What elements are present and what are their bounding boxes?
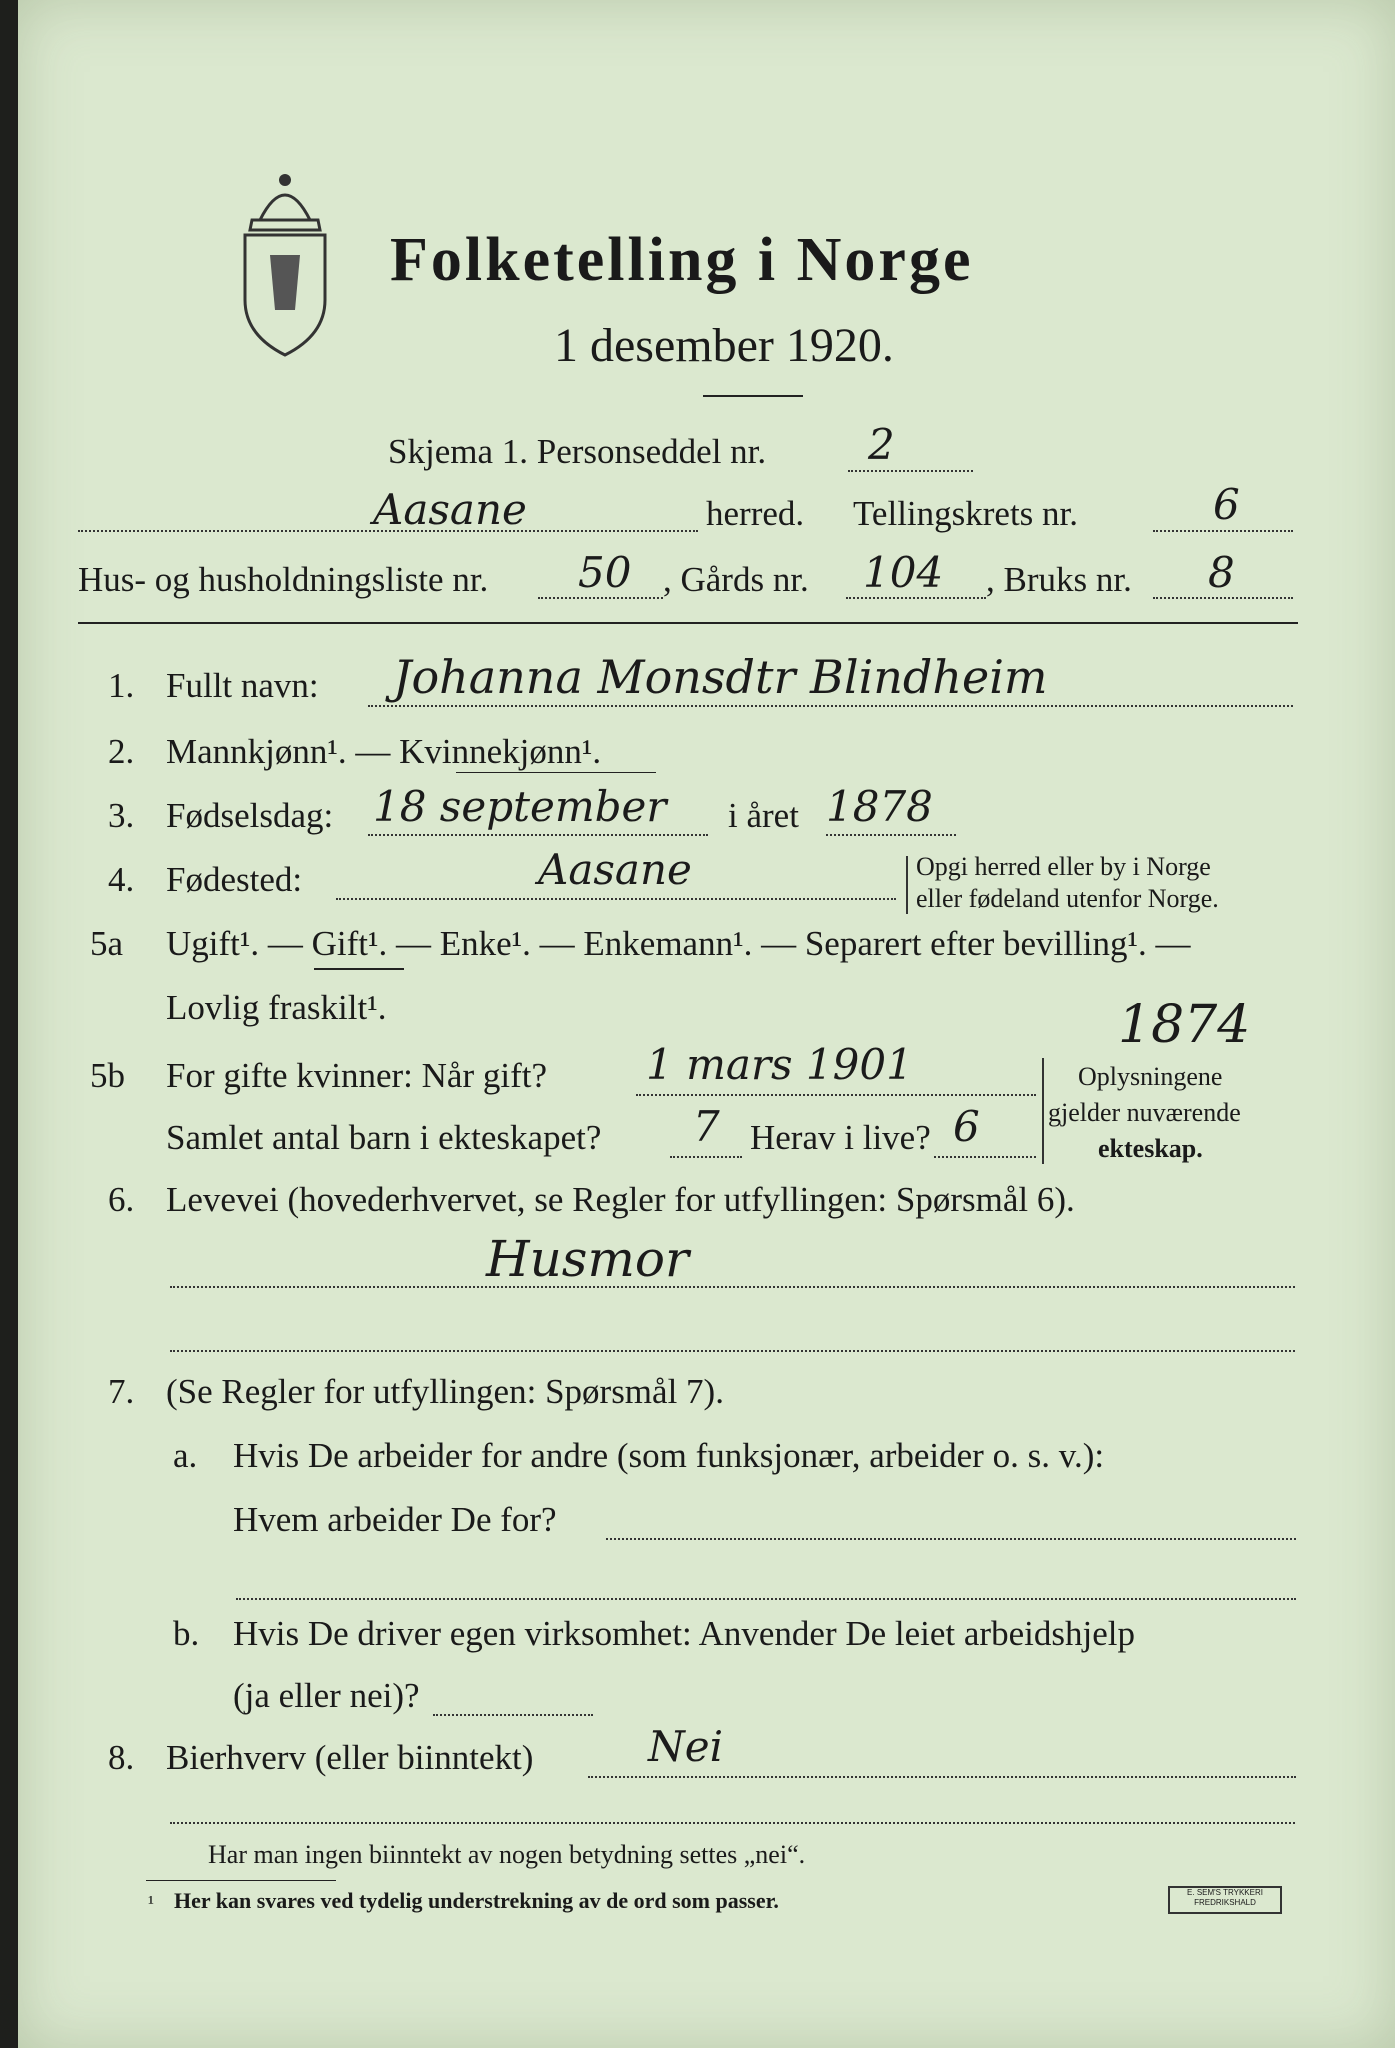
q5b-children-line: [670, 1156, 742, 1158]
birth-year-value: 1878: [826, 782, 933, 831]
q6-number: 6.: [108, 1180, 135, 1219]
marriage-date-value: 1 mars 1901: [646, 1040, 913, 1089]
q7a-line2: Hvem arbeider De for?: [233, 1500, 557, 1539]
gift-underline: [314, 968, 404, 970]
q7b-letter: b.: [173, 1614, 200, 1653]
q3-year-label: i året: [728, 796, 799, 835]
q1-number: 1.: [108, 666, 135, 705]
q4-label: Fødested:: [166, 860, 303, 899]
skjema-label: Skjema 1. Personseddel nr.: [388, 432, 767, 471]
gards-field-line: [846, 597, 986, 599]
personseddel-field-line: [848, 470, 973, 472]
q3-date-line: [368, 834, 708, 836]
q5b-brace: [1042, 1058, 1044, 1164]
q4-note-line1: Opgi herred eller by i Norge: [916, 852, 1211, 881]
q7a-field-line2: [236, 1598, 1296, 1600]
nei-instruction: Har man ingen biinntekt av nogen betydning settes „nei“.: [208, 1840, 806, 1869]
kvinnekjonn-underline: [456, 772, 656, 773]
q3-year-line: [826, 834, 956, 836]
q7b-field-line: [433, 1714, 593, 1716]
form-title: Folketelling i Norge: [390, 226, 974, 294]
q4-brace: [906, 856, 908, 914]
q1-label: Fullt navn:: [166, 666, 319, 705]
q8-number: 8.: [108, 1738, 135, 1777]
gards-value: 104: [863, 548, 944, 597]
q7a-field-line1: [606, 1538, 1296, 1540]
hus-field-line: [538, 597, 663, 599]
margin-note-year: 1874: [1118, 995, 1251, 1055]
q5b-alive-line: [934, 1156, 1036, 1158]
sex-options: Mannkjønn¹. — Kvinnekjønn¹.: [166, 732, 602, 771]
q5b-label-children: Samlet antal barn i ekteskapet?: [166, 1118, 602, 1157]
title-divider: [703, 395, 803, 397]
full-name-value: Johanna Monsdtr Blindheim: [393, 650, 1048, 704]
herred-value: Aasane: [373, 485, 527, 534]
q5b-number: 5b: [90, 1056, 125, 1095]
q5b-married-line: [636, 1094, 1036, 1096]
q5a-number: 5a: [90, 924, 124, 963]
marital-status-options-line2: Lovlig fraskilt¹.: [166, 988, 387, 1027]
printer-mark: E. SEM'S TRYKKERI FREDRIKSHALD: [1168, 1886, 1282, 1914]
q8-label: Bierhverv (eller biinntekt): [166, 1738, 534, 1777]
q7-label: (Se Regler for utfyllingen: Spørsmål 7).: [166, 1372, 724, 1411]
occupation-value: Husmor: [486, 1230, 689, 1288]
bruks-label: , Bruks nr.: [986, 560, 1132, 599]
bruks-field-line: [1153, 597, 1293, 599]
herred-label: herred.: [706, 494, 805, 533]
q5b-note-line3: ekteskap.: [1098, 1134, 1203, 1163]
children-alive-value: 6: [953, 1102, 980, 1151]
q2-number: 2.: [108, 732, 135, 771]
birth-date-value: 18 september: [373, 782, 667, 831]
q8-field-line1: [588, 1776, 1296, 1778]
q7a-letter: a.: [173, 1436, 198, 1475]
q3-number: 3.: [108, 796, 135, 835]
tellingskrets-value: 6: [1213, 480, 1240, 529]
q7b-line1: Hvis De driver egen virksomhet: Anvender De leiet arbeidshjelp: [233, 1614, 1135, 1653]
q6-label: Levevei (hovederhvervet, se Regler for utfyllingen: Spørsmål 6).: [166, 1180, 1075, 1219]
hus-value: 50: [578, 548, 632, 597]
q4-field-line: [336, 898, 896, 900]
hus-label: Hus- og husholdningsliste nr.: [78, 560, 489, 599]
census-form-page: [18, 0, 1395, 2048]
personseddel-value: 2: [868, 420, 895, 469]
q7b-line2: (ja eller nei)?: [233, 1676, 420, 1715]
footnote-mark: ¹: [148, 1892, 154, 1914]
q5b-label-married: For gifte kvinner: Når gift?: [166, 1056, 548, 1095]
footnote-text: Her kan svares ved tydelig understrekning av de ord som passer.: [174, 1888, 779, 1913]
q3-label: Fødselsdag:: [166, 796, 334, 835]
q5b-label-alive: Herav i live?: [750, 1118, 931, 1157]
children-count-value: 7: [693, 1102, 720, 1151]
bruks-value: 8: [1208, 548, 1235, 597]
q5b-note-line2: gjelder nuværende: [1048, 1098, 1241, 1127]
coat-of-arms-icon: [230, 160, 340, 360]
q1-field-line: [368, 705, 1293, 707]
secondary-income-value: Nei: [648, 1722, 724, 1771]
census-date: 1 desember 1920.: [554, 319, 894, 372]
marital-status-options: Ugift¹. — Gift¹. — Enke¹. — Enkemann¹. — Separert efter bevilling¹. —: [166, 924, 1191, 963]
q7a-line1: Hvis De arbeider for andre (som funksjonær, arbeider o. s. v.):: [233, 1436, 1105, 1475]
q7-number: 7.: [108, 1372, 135, 1411]
q5b-note-line1: Oplysningene: [1078, 1062, 1223, 1091]
q4-note-line2: eller fødeland utenfor Norge.: [916, 884, 1219, 913]
tellingskrets-label: Tellingskrets nr.: [853, 494, 1079, 533]
footnote-divider: [146, 1880, 336, 1881]
header-divider: [78, 622, 1298, 624]
q6-field-line1: [170, 1286, 1295, 1288]
birthplace-value: Aasane: [538, 845, 692, 894]
q6-field-line2: [170, 1350, 1295, 1352]
tellingskrets-field-line: [1153, 530, 1293, 532]
q4-number: 4.: [108, 860, 135, 899]
gards-label: , Gårds nr.: [663, 560, 809, 599]
q8-field-line2: [170, 1822, 1295, 1824]
